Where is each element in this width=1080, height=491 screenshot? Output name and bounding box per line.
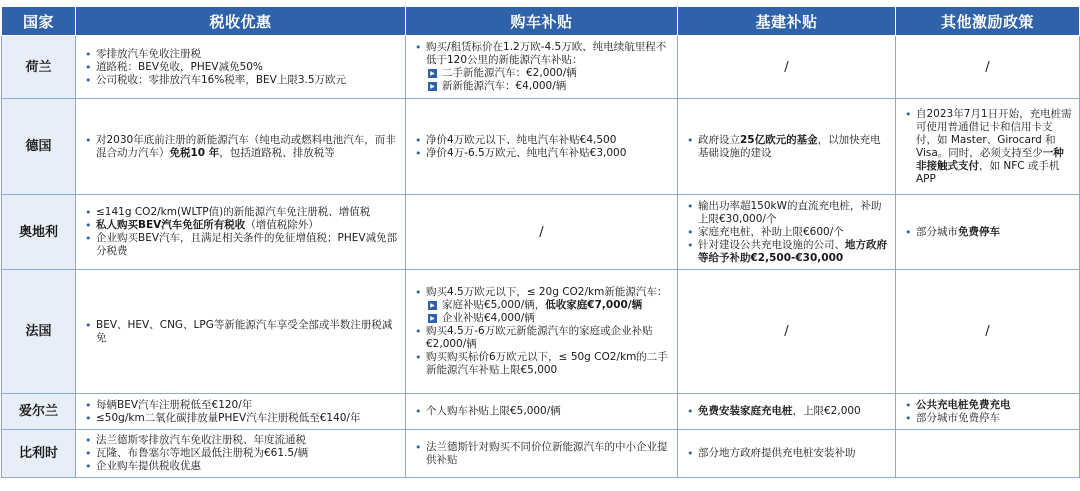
list-item: • 购买购买标价6万欧元以下，≤ 50g CO2/km的二手新能源汽车补贴上限€5,000 [426,351,671,377]
list-item: • 购买4.5万-6万欧元新能源汽车的家庭或企业补贴€2,000/辆 [426,325,671,351]
list-item: • 净价4万-6.5万欧元、纯电汽车补贴€3,000 [426,147,671,160]
list-item: • BEV、HEV、CNG、LPG等新能源汽车享受全部或半数注册税减免 [96,319,399,345]
tax-bold: 私人购买BEV汽车免征所有税收 [96,219,246,231]
list-item [426,286,671,325]
other-bold: 公共充电桩免费充电 [916,398,1011,411]
list-item: • 瓦隆、布鲁塞尔等地区最低注册税为€61.5/辆 [96,447,399,460]
tax-cell [76,430,406,478]
header-row [2,7,1080,36]
other-cell [896,99,1080,195]
infra-bold: 地方政府等给予补助€2,500-€30,000 [698,238,887,264]
list-item: • 公司税收：零排放汽车16%税率，BEV上限3.5万欧元 [96,74,399,87]
list-item: • 企业购买BEV汽车，且满足相关条件的免征增值税；PHEV减免部分税费 [96,232,399,258]
purchase-cell [406,430,678,478]
other-bold: 一种非接触式支付 [916,146,1064,172]
infra-text: ，上限€2,000 [792,405,861,417]
ev-policy-table [1,6,1080,478]
infra-cell [678,195,896,270]
list-item [96,219,399,232]
list-item: • 每辆BEV汽车注册税低至€120/年 [96,399,399,412]
tax-cell [76,36,406,99]
list-item [698,239,889,265]
infra-text: 政府设立 [698,133,740,146]
tax-cell [76,270,406,394]
header-country: 国家 [2,7,76,36]
list-item: • 个人购车补贴上限€5,000/辆 [426,405,671,418]
other-text: ，如 NFC 或手机 APP [916,159,1060,185]
purchase-cell [406,99,678,195]
other-cell [896,195,1080,270]
sub-list-item: ▶ 新新能源汽车：€4,000/辆 [442,80,671,93]
header-purchase: 购车补贴 [406,7,678,36]
infra-cell: / [678,270,896,394]
infra-cell [678,430,896,478]
infra-cell [678,394,896,430]
purchase-cell [406,270,678,394]
list-item: • 道路税：BEV免收，PHEV减免50% [96,61,399,74]
tax-cell [76,195,406,270]
sub-list-item [442,299,671,312]
list-item [698,405,889,418]
tax-bold: 免税10 年 [169,146,220,159]
list-item [916,399,1073,412]
purchase-text: 家庭补贴€5,000/辆， [442,299,546,311]
list-item [916,108,1073,186]
tax-text: 对2030年底前注册的新能源汽车（纯电动或燃料电池汽车，而非混合动力汽车） [96,133,396,159]
infra-bold: 免费安装家庭充电桩 [698,405,793,417]
list-item [916,226,1073,239]
header-tax: 税收优惠 [76,7,406,36]
country-cell: 法国 [2,270,76,394]
list-item: • 部分城市免费停车 [916,412,1073,425]
other-text: 自2023年7月1日开始，充电桩需可使用普通借记卡和信用卡支付，如 Master、Girocard 和 Visa。同时，必须支持至少 [916,107,1072,159]
infra-bold: 25亿欧元的基金 [740,133,818,146]
tax-text: （增值税除外） [245,219,319,231]
table-row [2,270,1080,394]
infra-text: 针对建设公共充电设施的公司、 [698,238,845,251]
table-row [2,394,1080,430]
other-cell: / [896,36,1080,99]
other-text: 部分城市 [916,225,958,238]
list-item: • 净价4万欧元以下、纯电汽车补贴€4,500 [426,134,671,147]
list-item: • 法兰德斯零排放汽车免收注册税、年度流通税 [96,434,399,447]
infra-text: ，以加快充电基础设施的建设 [698,133,881,159]
purchase-intro: 购买/租赁标价在1.2万欧-4.5万欧、纯电续航里程不低于120公里的新能源汽车补贴： [426,41,667,66]
other-cell [896,430,1080,478]
purchase-intro: 购买4.5万欧元以下，≤ 20g CO2/km新能源汽车： [426,286,668,298]
tax-cell [76,99,406,195]
other-bold: 免费停车 [958,225,1000,238]
infra-cell: / [678,36,896,99]
country-cell: 德国 [2,99,76,195]
purchase-bold: 低收家庭€7,000/辆 [545,299,643,311]
table-row [2,430,1080,478]
list-item: • ≤50g/km二氧化碳排放量PHEV汽车注册税低至€140/年 [96,412,399,425]
sub-list-item: ▶ 二手新能源汽车：€2,000/辆 [442,67,671,80]
country-cell: 比利时 [2,430,76,478]
header-other: 其他激励政策 [896,7,1080,36]
list-item [96,134,399,160]
header-infra: 基建补贴 [678,7,896,36]
purchase-cell [406,394,678,430]
other-cell [896,394,1080,430]
list-item [426,41,671,93]
infra-cell [678,99,896,195]
list-item: • 法兰德斯针对购买不同价位新能源汽车的中小企业提供补贴 [426,441,671,467]
purchase-cell: / [406,195,678,270]
country-cell: 奥地利 [2,195,76,270]
list-item [698,134,889,160]
country-cell: 爱尔兰 [2,394,76,430]
other-cell: / [896,270,1080,394]
list-item: • 输出功率超150kW的直流充电桩，补助上限€30,000/个 [698,200,889,226]
list-item: • 企业购车提供税收优惠 [96,460,399,473]
sub-list-item: ▶ 企业补贴€4,000/辆 [442,312,671,325]
top-trim [0,0,1080,6]
list-item: • ≤141g CO2/km(WLTP值)的新能源汽车免注册税、增值税 [96,206,399,219]
table-row [2,195,1080,270]
purchase-cell [406,36,678,99]
tax-text: ，包括道路税、排放税等 [219,146,335,159]
list-item: • 零排放汽车免收注册税 [96,48,399,61]
list-item: • 部分地方政府提供充电桩安装补助 [698,447,889,460]
table-row [2,36,1080,99]
country-cell: 荷兰 [2,36,76,99]
tax-cell [76,394,406,430]
list-item: • 家庭充电桩，补助上限€600/个 [698,226,889,239]
table-row [2,99,1080,195]
